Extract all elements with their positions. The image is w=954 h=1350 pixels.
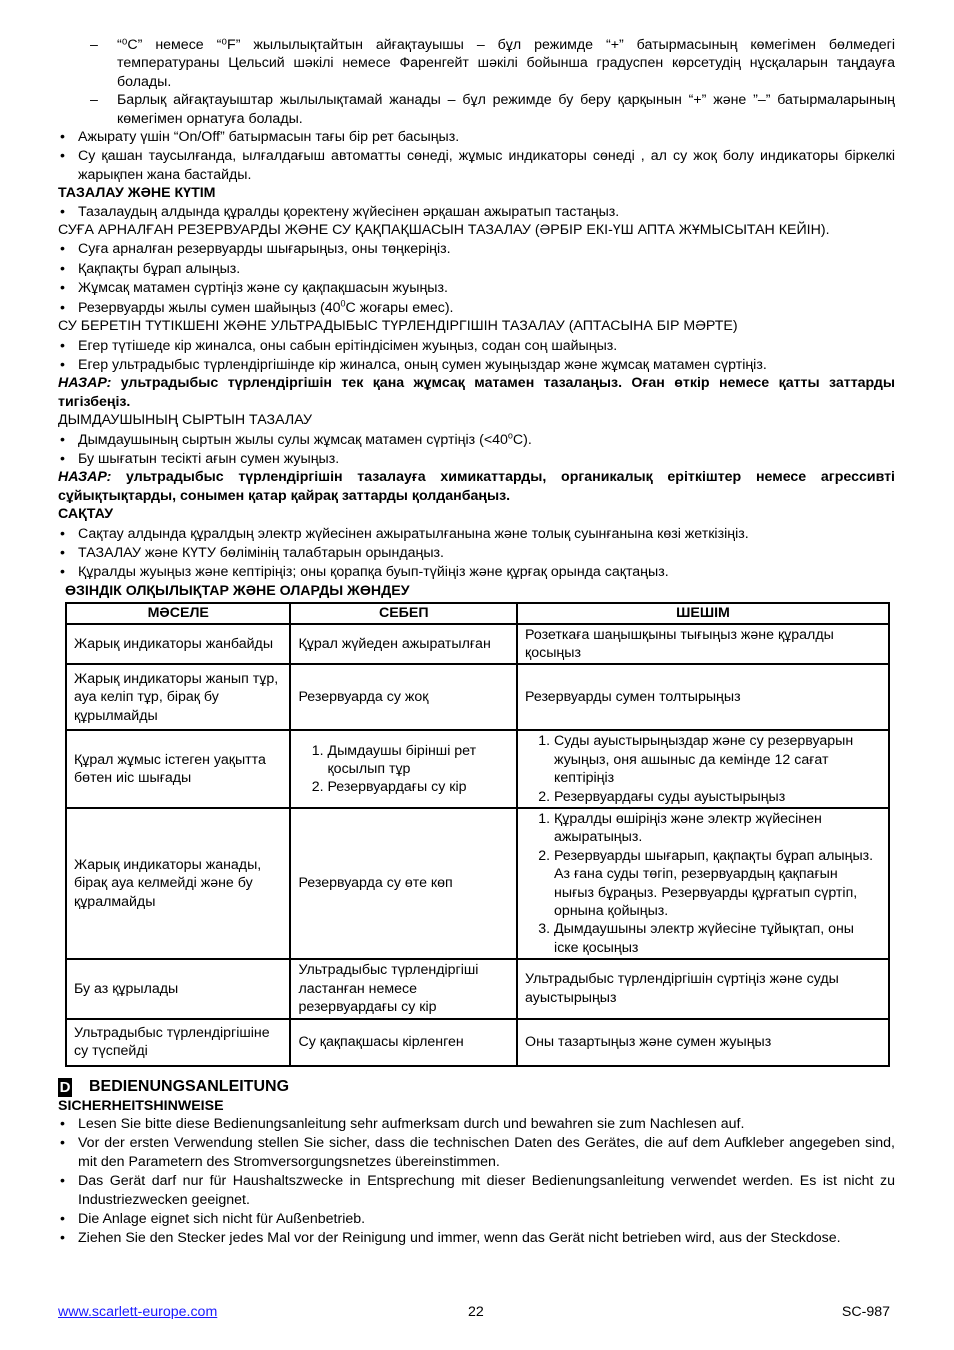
list-item: • ТАЗАЛАУ және КҮТУ бөлімінің талабтарын орындаңыз. — [60, 544, 444, 561]
language-badge: D — [59, 1078, 71, 1096]
list-item: • Егер түтішеде кір жиналса, оны сабын ерітіндісімен жуыңыз, содан соң шайыңыз. — [60, 337, 618, 354]
bullet-marker: • — [60, 203, 65, 220]
list-item: • Дымдаушының сыртын жылы сулы жұмсақ матамен сүртіңіз $(<40^oС)$. — [60, 429, 532, 448]
troubleshoot-heading: ӨЗІНДІК ОЛҚЫЛЫҚТАР ЖӘНЕ ОЛАРДЫ ЖӨНДЕУ — [65, 582, 410, 599]
bullet-marker: • — [60, 337, 65, 354]
solution-list — [525, 810, 881, 957]
list-item: • Das Gerät darf nur für Haushaltszwecke in Entsprechung mit dieser Bedienungsanleitung verwendet werden. Es ist nicht zu Industriezwecken geeignet. — [60, 1173, 895, 1208]
bullet-marker: • — [60, 450, 65, 467]
table-row — [66, 730, 889, 808]
bullet-marker: • — [60, 129, 65, 146]
problem-cell: Жарық индикаторы жанады, бірақ ауа келмейді және бу құралмайды — [66, 808, 290, 959]
table-row — [66, 808, 889, 959]
column-header-problem: МӘСЕЛЕ — [66, 603, 290, 623]
column-header-cause: СЕБЕП — [290, 603, 517, 623]
dash-marker: – — [90, 37, 98, 53]
bullet-marker: • — [60, 260, 65, 277]
model-number: SC-987 — [841, 1304, 890, 1320]
solution-cell — [517, 730, 889, 808]
page-number: 22 — [468, 1304, 484, 1320]
problem-cell: Бу аз құрылады — [66, 959, 290, 1018]
list-item: • Қақпақты бұрап алыңыз. — [60, 260, 241, 277]
cause-cell: Резервуарда су өте көп — [290, 808, 517, 959]
list-item: • Ziehen Sie den Stecker jedes Mal vor der Reinigung und immer, wenn das Gerät nicht betrieben wird, aus der Steckdose. — [60, 1230, 841, 1247]
tube-heading: СУ БЕРЕТІН ТҮТІКШЕНІ ЖӘНЕ УЛЬТРАДЫБЫС ТҮРЛЕНДІРГІШІН ТАЗАЛАУ (АПТАСЫНА БІР МӘРТЕ) — [58, 318, 738, 335]
table-row — [66, 959, 889, 1018]
solution-item: 1. Құралды өшіріңіз және электр жүйесінен ажыратыңыз. — [554, 810, 881, 847]
solution-item: 1. Суды ауыстырыңыздар және су резервуарын жуыңыз, оня ашыныс да кемінде 12 сағат кептіріңіз — [554, 732, 881, 787]
dash-item: – “⁰C” немесе “⁰F” жылылықтайтын айғақтауышы – бұл режимде “+” батырмасының көмегімен бөлмедегі температураны Цельсий шәкілі немесе Фаренгейт шәкілі бойынша градуспен көрсетудің нұсқаларын таңдауға болады. — [90, 37, 895, 90]
bullet-marker: • — [60, 564, 65, 581]
list-item: • Бу шығатын тесікті ағын сумен жуыңыз. — [60, 450, 340, 467]
dash-item: – Барлық айғақтауыштар жылылықтамай жанады – бұл режимде бу беру қарқынын “+” және ”–” батырмаларының көмегімен орнатуға болады. — [90, 92, 895, 127]
list-item: • Резервуарды жылы сумен шайыңыз ($40^0С$ жоғары емес). — [60, 297, 454, 316]
bullet-marker: • — [60, 241, 65, 258]
bullet-marker: • — [60, 1210, 65, 1227]
dash-marker: – — [90, 92, 98, 109]
list-item: • Lesen Sie bitte diese Bedienungsanleitung sehr aufmerksam durch und bewahren sie zum Nachlesen auf. — [60, 1115, 745, 1132]
safety-heading: SICHERHEITSHINWEISE — [58, 1097, 224, 1114]
table-row — [66, 1019, 889, 1066]
exterior-heading: ДЫМДАУШЫНЫҢ СЫРТЫН ТАЗАЛАУ — [58, 412, 313, 429]
list-item: • Су қашан таусылғанда, ылғалдағыш автоматты сөнеді, жұмыс индикаторы сөнеді , ал су жоқ болу индикаторы біркелкі жарықпен жана бастайды. — [60, 148, 895, 183]
section-d-title: BEDIENUNGSANLEITUNG — [89, 1077, 290, 1095]
problem-cell: Жарық индикаторы жанып тұр, ауа келіп тұр, бірақ бу құрылмайды — [66, 664, 290, 730]
reservoir-heading: СУҒА АРНАЛҒАН РЕЗЕРВУАРДЫ ЖӘНЕ СУ ҚАҚПАҚШАСЫН ТАЗАЛАУ (ӘРБІР ЕКІ-ҮШ АПТА ЖҰМЫСЫТАН КЕЙІН). — [58, 222, 830, 239]
table-header-row — [66, 603, 889, 623]
bullet-marker: • — [60, 1115, 65, 1132]
list-item: • Ажырату үшін “On/Off” батырмасын тағы бір рет басыңыз. — [60, 129, 460, 146]
table-row — [66, 664, 889, 730]
solution-cell: Оны тазартыңыз және сумен жуыңыз — [517, 1019, 889, 1066]
page-footer — [58, 1303, 895, 1323]
section-d-header — [58, 1078, 895, 1097]
troubleshooting-table — [65, 602, 890, 1066]
problem-cell: Жарық индикаторы жанбайды — [66, 624, 290, 665]
solution-cell — [517, 808, 889, 959]
list-item: • Құралды жуыңыз және кептіріңіз; оны қорапқа буып-түйіңіз және құрғақ орында сақтаңыз. — [60, 564, 669, 581]
bullet-marker: • — [60, 544, 65, 561]
cause-cell: Резервуарда су жоқ — [290, 664, 517, 730]
list-item: • Тазалаудың алдында құралды қоректену жүйесінен әрқашан ажыратып тастаңыз. — [60, 203, 620, 220]
table-row — [66, 624, 889, 665]
problem-cell: Құрал жұмыс істеген уақытта бөтен иіс шығады — [66, 730, 290, 808]
bullet-marker: • — [60, 1173, 65, 1190]
warning-2: НАЗАР: ультрадыбыс түрлендіргішін тазалауға химикаттарды, органикалық еріткіштер немесе агрессивті сұйықтықтарды, сонымен қатар қайрақ заттарды қолданбаңыз. — [58, 469, 895, 504]
cause-cell: Ультрадыбыс түрлендіргіші ластанған немесе резервуардағы су кір — [290, 959, 517, 1018]
cause-item: 1. Дымдаушы бірінші рет қосылып тұр — [327, 742, 509, 779]
bullet-marker: • — [60, 1230, 65, 1247]
cleaning-heading: ТАЗАЛАУ ЖӘНЕ КҮТІМ — [58, 185, 216, 202]
bullet-marker: • — [60, 431, 65, 448]
cause-cell: Су қақпақшасы кірленген — [290, 1019, 517, 1066]
solution-cell: Розеткаға шаңышқыны тығыңыз және құралды қосыңыз — [517, 624, 889, 665]
list-item: • Сақтау алдында құралдың электр жүйесінен ажыратылғанына және толық суынғанына көзі жеткізіңіз. — [60, 525, 749, 542]
warning-1: НАЗАР: ультрадыбыс түрлендіргішін тек қана жұмсақ матамен тазалаңыз. Оған өткір немесе қатты заттарды тигізбеңіз. — [58, 375, 895, 410]
bullet-marker: • — [60, 148, 65, 165]
bullet-marker: • — [60, 299, 65, 316]
bullet-marker: • — [60, 356, 65, 373]
solution-item: 3. Дымдаушыны электр жүйесіне тұйықтап, оны іске қосыңыз — [554, 920, 881, 957]
website-link[interactable]: www.scarlett-europe.com — [58, 1304, 218, 1320]
cause-cell — [290, 730, 517, 808]
storage-heading: САҚТАУ — [58, 506, 114, 523]
bullet-marker: • — [60, 1135, 65, 1152]
cause-list — [298, 742, 509, 797]
cause-item: 2. Резервуардағы су кір — [327, 778, 509, 796]
solution-cell: Ультрадыбыс түрлендіргішін сүртіңіз және суды ауыстырыңыз — [517, 959, 889, 1018]
column-header-solution: ШЕШІМ — [517, 603, 889, 623]
bullet-marker: • — [60, 525, 65, 542]
bullet-marker: • — [60, 280, 65, 297]
list-item: • Жұмсақ матамен сүртіңіз және су қақпақшасын жуыңыз. — [60, 280, 448, 297]
page-content — [58, 36, 895, 1248]
list-item: • Суға арналған резервуарды шығарыңыз, оны төңкеріңіз. — [60, 241, 451, 258]
solution-list — [525, 732, 881, 806]
list-item: • Егер ультрадыбыс түрлендіргішінде кір жиналса, оның сумен жуыңыздар және жұмсақ матамен сүртіңіз. — [60, 356, 767, 373]
list-item: • Die Anlage eignet sich nicht für Außenbetrieb. — [60, 1210, 366, 1227]
list-item: • Vor der ersten Verwendung stellen Sie sicher, dass die technischen Daten des Gerätes, die auf dem Aufkleber angegeben sind, mit den Parametern des Stromversorgungsnetzes übereinstimmen. — [60, 1135, 895, 1170]
problem-cell: Ультрадыбыс түрлендіргішіне су түспейді — [66, 1019, 290, 1066]
solution-item: 2. Резервуарды шығарып, қақпақты бұрап алыңыз. Аз ғана суды төгіп, резервуардың қақпағын нығыз бұраңыз. Резервуарды құрғатып сүртіп, орнына қойыңыз. — [554, 847, 881, 921]
cause-cell: Құрал жүйеден ажыратылған — [290, 624, 517, 665]
solution-cell: Резервуарды сумен толтырыңыз — [517, 664, 889, 730]
solution-item: 2. Резервуардағы суды ауыстырыңыз — [554, 788, 881, 806]
